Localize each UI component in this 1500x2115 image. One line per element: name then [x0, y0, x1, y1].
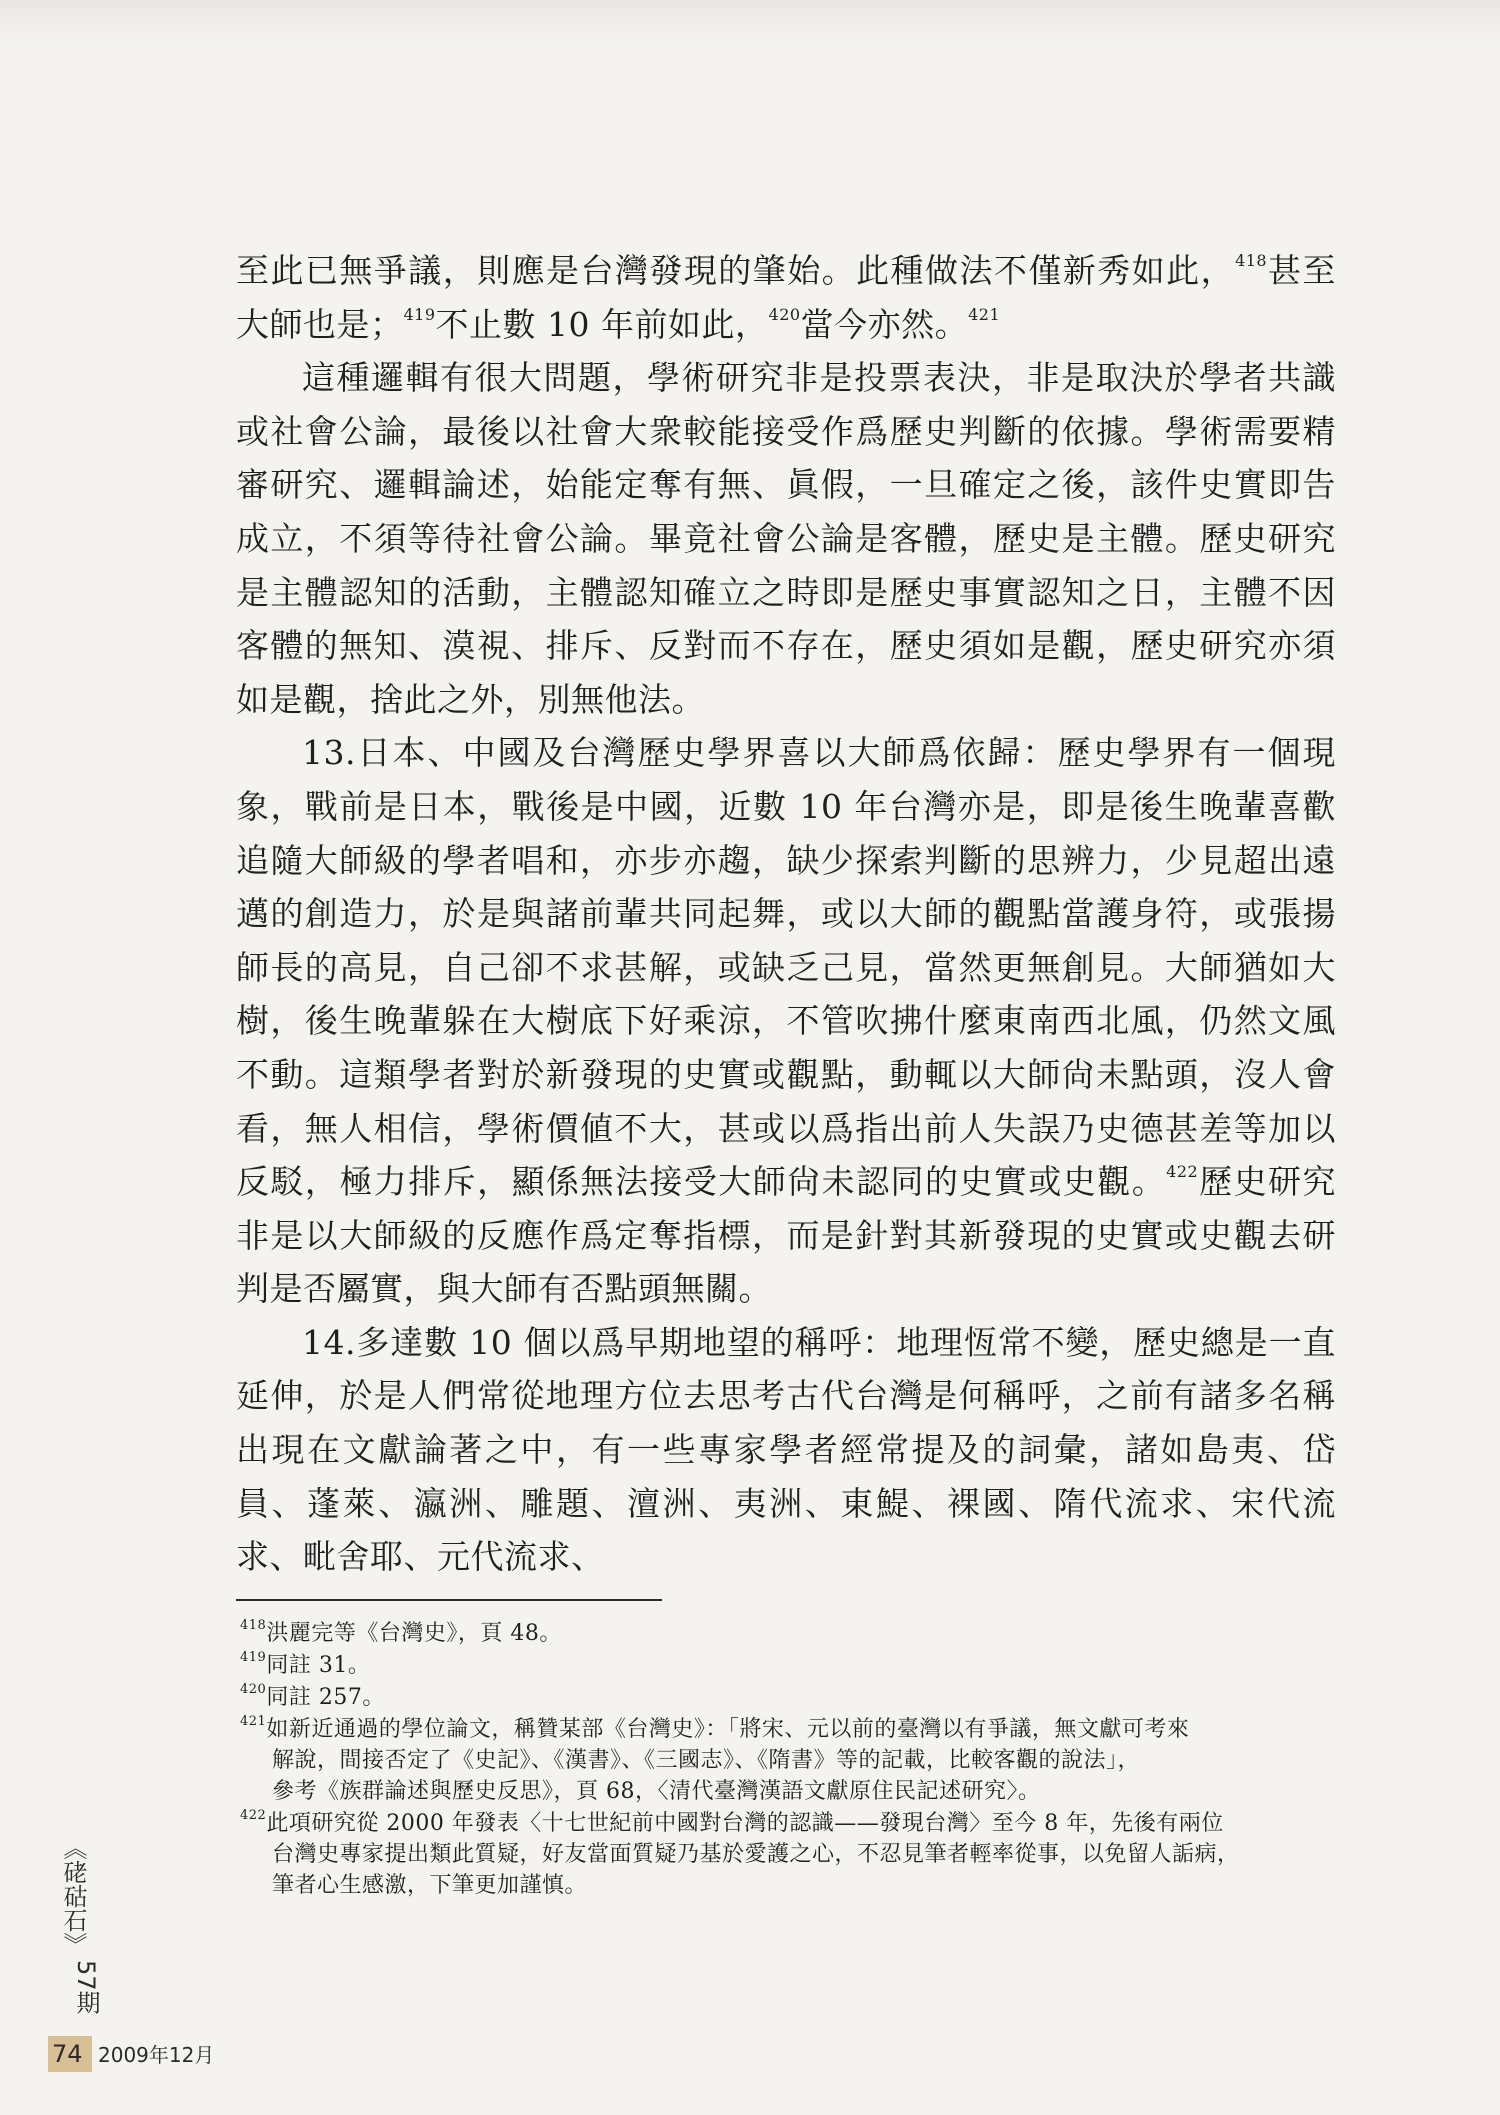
- footnote-text: 如新近通過的學位論文，稱贊某部《台灣史》：「將宋、元以前的臺灣以有爭議，無文獻可考來: [266, 1717, 1190, 1742]
- footnote-number: 421: [240, 1713, 267, 1729]
- journal-issue: 57期: [72, 1960, 100, 2015]
- footnote-text: 洪麗完等《台灣史》，頁 48。: [266, 1621, 562, 1646]
- footnote-ref-419: 419: [403, 304, 436, 324]
- paragraph-4: 14.多達數 10 個以爲早期地望的稱呼：地理恆常不變，歷史總是一直延伸，於是人們常從地理方位去思考古代台灣是何稱呼，之前有諸多名稱出現在文獻論著之中，有一些專家學者經常提及的詞彙，諸如島夷、岱員、蓬萊、瀛洲、雕題、澶洲、夷洲、東鯷、裸國、隋代流求、宋代流求、毗舍耶、元代流求、: [236, 1322, 1336, 1577]
- footnote-ref-420: 420: [768, 304, 801, 324]
- footnote-number: 418: [240, 1617, 267, 1633]
- journal-title: 《硓𥑮石》: [59, 1836, 87, 1956]
- footnotes: [240, 1618, 1350, 1902]
- paragraph-1-text: 當今亦然。: [800, 304, 969, 344]
- main-text: [236, 244, 1336, 1584]
- footnote-418: [240, 1618, 1350, 1649]
- paragraph-3: [236, 726, 1336, 1316]
- footnote-number: 422: [240, 1807, 267, 1823]
- paragraph-1: [236, 244, 1336, 351]
- footnote-text: 同註 31。: [266, 1653, 371, 1678]
- paragraph-1-text: 至此已無爭議，則應是台灣發現的肇始。此種做法不僅新秀如此，: [236, 251, 1236, 290]
- footnote-text: 解說，間接否定了《史記》、《漢書》、《三國志》、《隋書》等的記載，比較客觀的說法」，: [272, 1748, 1141, 1773]
- footnote-text: 此項研究從 2000 年發表〈十七世紀前中國對台灣的認識——發現台灣〉至今 8 年，先後有兩位: [266, 1811, 1224, 1836]
- footnote-421: [240, 1714, 1350, 1807]
- footnote-ref-422: 422: [1166, 1162, 1199, 1182]
- footnote-divider: [236, 1599, 662, 1601]
- footnote-number: 420: [240, 1681, 267, 1697]
- footnote-number: 419: [240, 1649, 267, 1665]
- footnote-text: 參考《族群論述與歷史反思》，頁 68，〈清代臺灣漢語文獻原住民記述研究〉。: [272, 1779, 1041, 1804]
- paragraph-1-text: 不止數 10 年前如此，: [435, 304, 769, 344]
- paragraph-2: 這種邏輯有很大問題，學術研究非是投票表決，非是取決於學者共識或社會公論，最後以社會大衆較能接受作爲歷史判斷的依據。學術需要精審研究、邏輯論述，始能定奪有無、眞假，一旦確定之後，該件史實即告成立，不須等待社會公論。畢竟社會公論是客體，歷史是主體。歷史研究是主體認知的活動，主體認知確立之時即是歷史事實認知之日，主體不因客體的無知、漠視、排斥、反對而不存在，歷史須如是觀，歷史研究亦須如是觀，捨此之外，別無他法。: [236, 358, 1336, 719]
- footnote-text: 同註 257。: [266, 1685, 385, 1710]
- footnote-text: 台灣史專家提出類此質疑，好友當面質疑乃基於愛護之心，不忍見筆者輕率從事，以免留人詬病，: [272, 1842, 1240, 1867]
- footnote-text: 筆者心生感激，下筆更加謹慎。: [272, 1873, 588, 1898]
- paragraph-1-text: 甚至大師也是；: [236, 251, 1337, 344]
- footnote-419: [240, 1650, 1350, 1681]
- paragraph-3-text: 13.日本、中國及台灣歷史學界喜以大師爲依歸：歷史學界有一個現象，戰前是日本，戰後是中國，近數 10 年台灣亦是，即是後生晚輩喜歡追隨大師級的學者唱和，亦步亦趨，缺少探索判斷的思辨力，少見超出遠邁的創造力，於是與諸前輩共同起舞，或以大師的觀點當護身符，或張揚師長的高見，自己卻不求甚解，或缺乏己見，當然更無創見。大師猶如大樹，後生晚輩躲在大樹底下好乘涼，不管吹拂什麼東南西北風，仍然文風不動。這類學者對於新發現的史實或觀點，動輒以大師尙未點頭，沒人會看，無人相信，學術價値不大，甚或以爲指出前人失誤乃史德甚差等加以反駁，極力排斥，顯係無法接受大師尙未認同的史實或史觀。: [236, 733, 1336, 1202]
- footnote-422: [240, 1808, 1350, 1901]
- issue-date: 2009年12月: [98, 2043, 215, 2067]
- page-number: 74: [52, 2040, 83, 2068]
- paragraph-3-text: 歷史研究非是以大師級的反應作爲定奪指標，而是針對其新發現的史實或史觀去研判是否屬實，與大師有否點頭無關。: [236, 1162, 1337, 1309]
- scan-shadow: [0, 0, 1500, 48]
- footnote-420: [240, 1682, 1350, 1713]
- footnote-ref-418: 418: [1235, 251, 1268, 270]
- footnote-ref-421: 421: [968, 304, 1001, 324]
